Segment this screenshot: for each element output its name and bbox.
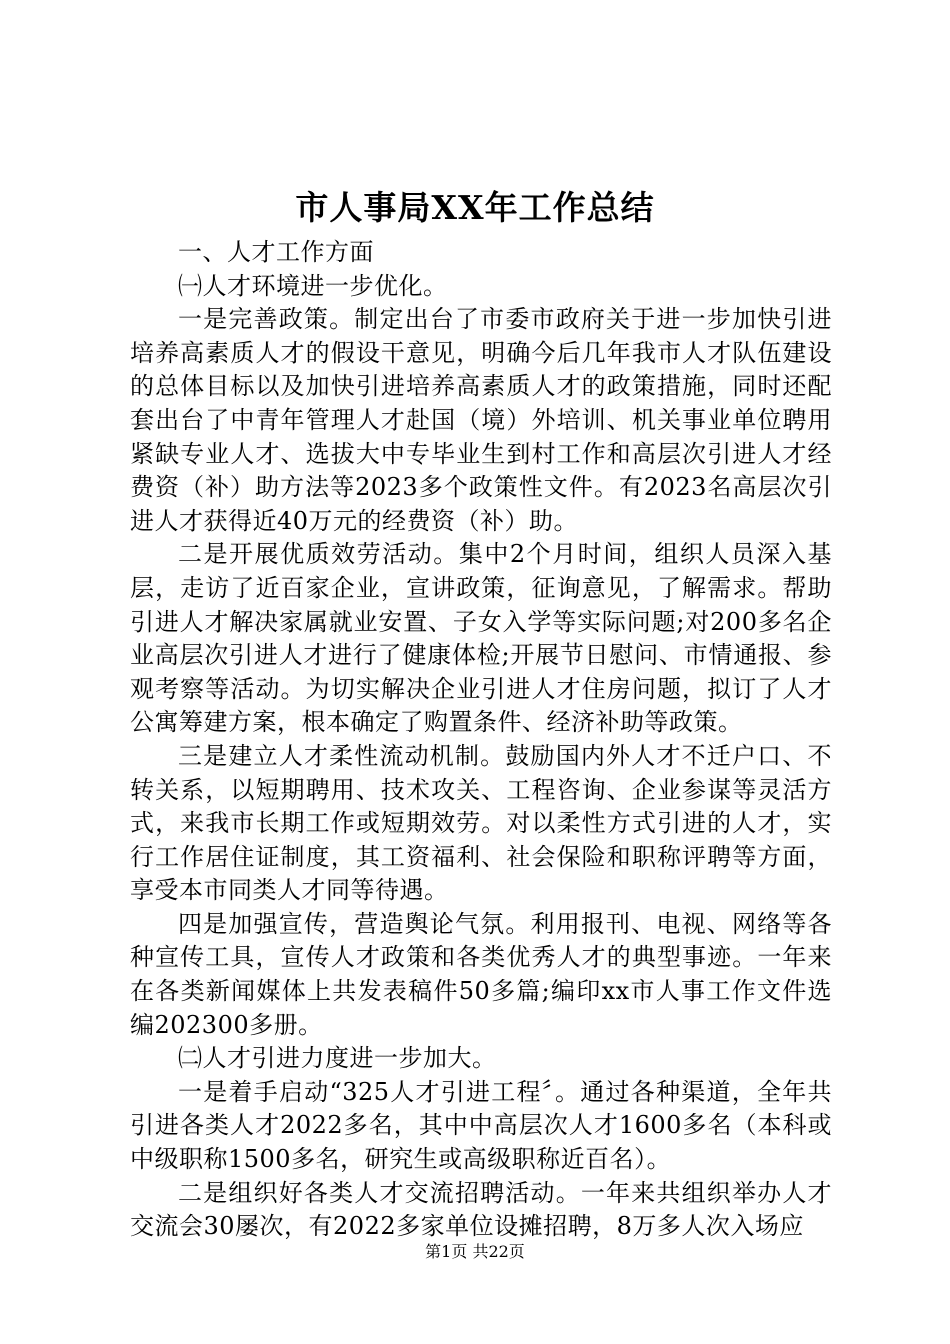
body-paragraph: 一是完善政策。制定出台了市委市政府关于进一步加快引进培养高素质人才的假设干意见，明确今后几年我市人才队伍建设的总体目标以及加快引进培养高素质人才的政策措施，同时还配套出台了中青年管理人才赴国（境）外培训、机关事业单位聘用紧缺专业人才、选拔大中专毕业生到村工作和高层次引进人才经费资（补）助方法等2023多个政策性文件。有2023名高层次引进人才获得近40万元的经费资（补）助。 — [130, 305, 832, 535]
section-heading: 一、人才工作方面 — [178, 238, 374, 266]
body-paragraph: 一是着手启动“325人才引进工程〞。通过各种渠道，全年共引进各类人才2022多名，其中中高层次人才1600多名（本科或中级职称1500多名，研究生或高级职称近百名）。 — [130, 1077, 832, 1174]
document-body — [130, 236, 832, 1244]
body-paragraph: 四是加强宣传，营造舆论气氛。利用报刊、电视、网络等各种宣传工具，宣传人才政策和各类优秀人才的典型事迹。一年来在各类新闻媒体上共发表稿件50多篇;编印xx市人事工作文件选编202300多册。 — [130, 909, 832, 1039]
body-paragraph: 三是建立人才柔性流动机制。鼓励国内外人才不迁户口、不转关系，以短期聘用、技术攻关、工程咨询、企业参谋等灵活方式，来我市长期工作或短期效劳。对以柔性方式引进的人才，实行工作居住证制度，其工资福利、社会保险和职称评聘等方面，享受本市同类人才同等待遇。 — [130, 741, 832, 905]
document-title: 市人事局XX年工作总结 — [295, 188, 655, 227]
body-paragraph: 二是开展优质效劳活动。集中2个月时间，组织人员深入基层，走访了近百家企业，宣讲政策，征询意见，了解需求。帮助引进人才解决家属就业安置、子女入学等实际问题;对200多名企业高层次引进人才进行了健康体检;开展节日慰问、市情通报、参观考察等活动。为切实解决企业引进人才住房问题，拟订了人才公寓筹建方案，根本确定了购置条件、经济补助等政策。 — [130, 540, 832, 737]
subsection-heading: ㈠人才环境进一步优化。 — [178, 271, 448, 300]
page-footer: 第1页 共22页 — [425, 1242, 525, 1261]
subsection-heading: ㈡人才引进力度进一步加大。 — [178, 1044, 497, 1073]
body-paragraph: 二是组织好各类人才交流招聘活动。一年来共组织举办人才交流会30屡次，有2022多家单位设摊招聘，8万多人次入场应 — [130, 1178, 832, 1241]
